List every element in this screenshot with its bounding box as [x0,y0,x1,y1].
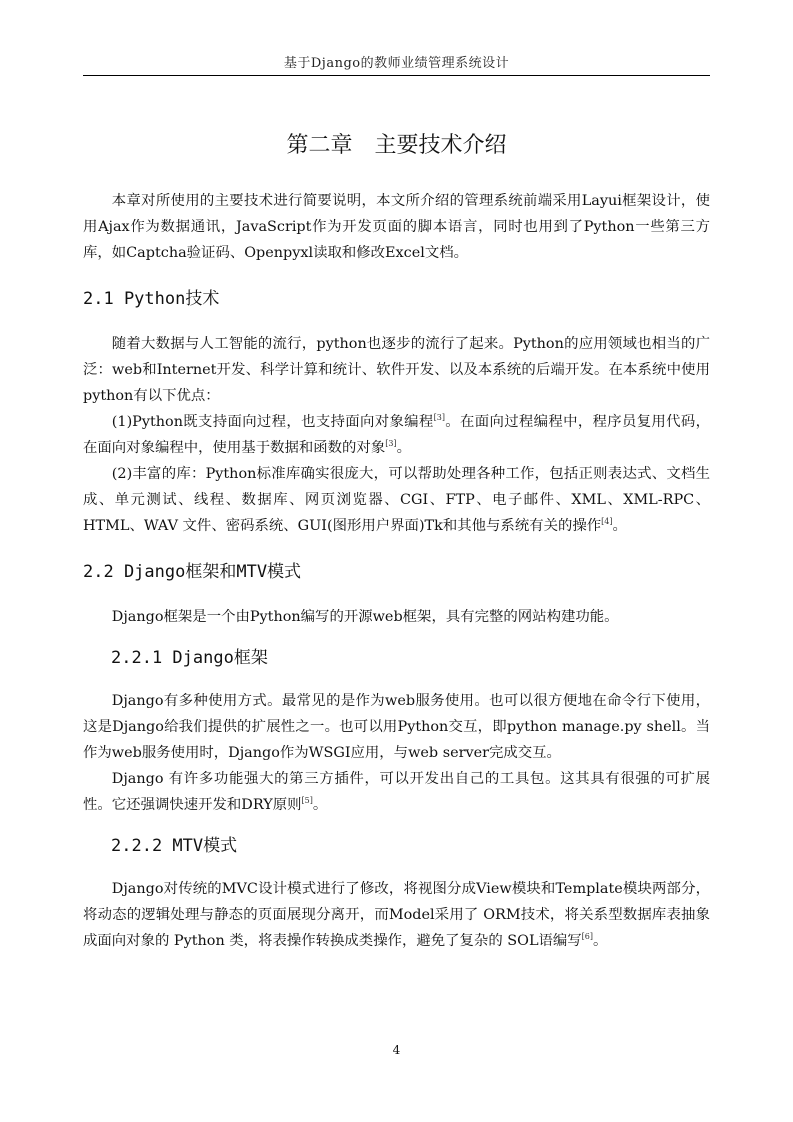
intro-paragraph: 本章对所使用的主要技术进行简要说明，本文所介绍的管理系统前端采用Layui框架设计，使用Ajax作为数据通讯，JavaScript作为开发页面的脚本语言，同时也用到了Python一些第三方库，如Captcha验证码、Openpyxl读取和修改Excel文档。 [83,193,710,261]
chapter-number: 第二章 [286,133,353,158]
section-heading-2-1: 2.1 Python技术 [83,289,220,309]
header-rule [83,75,710,76]
page-content [83,128,710,954]
running-header: 基于Django的教师业绩管理系统设计 [283,56,510,71]
chapter-title [83,128,710,164]
python-paragraph-3: (2)丰富的库：Python标准库确实很庞大，可以帮助处理各种工作，包括正则表达式、文档生成、单元测试、线程、数据库、网页浏览器、CGI、FTP、电子邮件、XML、XML-RPC、HTML、WAV 文件、密码系统、GUI(图形用户界面)Tk和其他与系统有关的操作[4]。 [83,466,710,534]
citation-ref[interactable]: [3] [433,413,445,423]
citation-ref[interactable]: [4] [601,517,613,527]
page-number: 4 [392,1043,401,1057]
django-intro-paragraph: Django框架是一个由Python编写的开源web框架，具有完整的网站构建功能。 [111,609,619,625]
subsection-heading-2-2-2: 2.2.2 MTV模式 [111,836,238,856]
django-paragraph-2: Django 有许多功能强大的第三方插件，可以开发出自己的工具包。这其具有很强的可扩展性。它还强调快速开发和DRY原则[5]。 [83,771,710,813]
python-paragraph-2: (1)Python既支持面向过程，也支持面向对象编程[3]。在面向过程编程中，程序员复用代码，在面向对象编程中，使用基于数据和函数的对象[3]。 [83,413,710,456]
section-heading-2-2: 2.2 Django框架和MTV模式 [83,562,302,582]
python-paragraph-1: 随着大数据与人工智能的流行，python也逐步的流行了起来。Python的应用领域也相当的广泛：web和Internet开发、科学计算和统计、软件开发、以及本系统的后端开发。在本系统中使用python有以下优点： [83,336,710,404]
subsection-heading-2-2-1: 2.2.1 Django框架 [111,648,268,668]
citation-ref[interactable]: [5] [301,796,313,806]
citation-ref[interactable]: [6] [581,932,594,942]
mtv-paragraph: Django对传统的MVC设计模式进行了修改，将视图分成View模块和Template模块两部分，将动态的逻辑处理与静态的页面展现分离开，而Model采用了 ORM技术，将关系型数据库表抽象成面向对象的 Python 类，将表操作转换成类操作，避免了复杂的 SOL语编写[6]。 [83,881,710,949]
citation-ref[interactable]: [3] [385,439,397,449]
chapter-name: 主要技术介绍 [374,133,507,158]
django-paragraph-1: Django有多种使用方式。最常见的是作为web服务使用。也可以很方便地在命令行下使用，这是Django给我们提供的扩展性之一。也可以用Python交互，即python manage.py shell。当作为web服务使用时，Django作为WSGI应用，与web server完成交互。 [83,693,710,761]
